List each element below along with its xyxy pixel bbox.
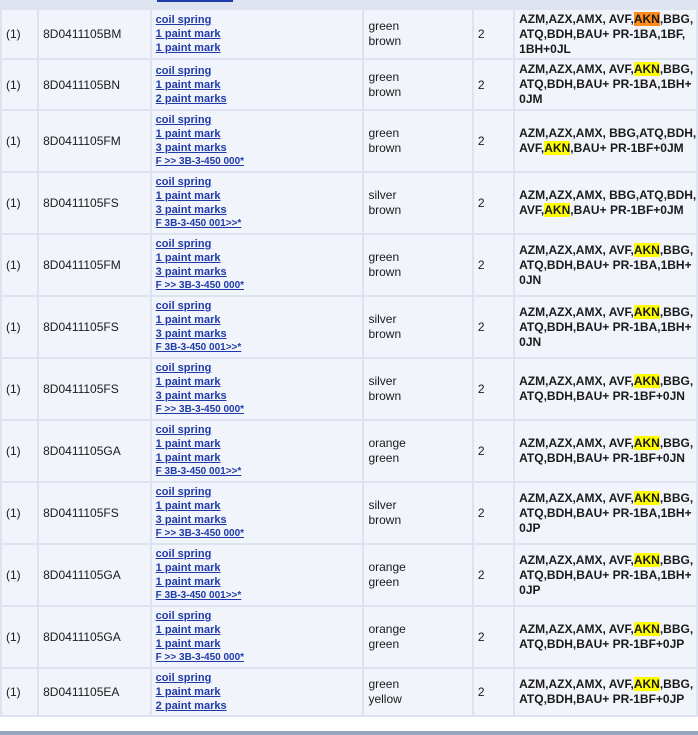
engine-codes-text: 0JP (519, 582, 541, 597)
table-row (2, 297, 696, 357)
engine-codes-line (519, 677, 694, 692)
quantity-cell: (1) (2, 297, 37, 357)
quantity-cell: (1) (2, 60, 37, 109)
quantity-cell: (1) (2, 607, 37, 667)
description-cell (152, 359, 363, 419)
quantity-cell: (1) (2, 359, 37, 419)
window-bottom-edge (0, 731, 698, 735)
part-number-cell: 8D0411105BM (39, 10, 150, 58)
engine-codes-cell (515, 297, 696, 357)
quantity-cell: (1) (2, 669, 37, 715)
part-number-cell: 8D0411105FM (39, 235, 150, 295)
paint-color-text: green (368, 575, 400, 589)
quantity-cell: (1) (2, 173, 37, 233)
chassis-range-link[interactable]: F >> 3B-3-450 000* (155, 652, 245, 663)
paint-mark-link[interactable]: 3 paint marks (155, 514, 227, 526)
count-cell: 2 (474, 297, 513, 357)
quantity-cell: (1) (2, 10, 37, 58)
paint-color-cell (364, 235, 471, 295)
search-highlight: AKN (633, 242, 660, 257)
engine-codes-text: AZM,AZX,AMX, AVF, (519, 436, 634, 450)
paint-mark-link[interactable]: 1 paint mark (155, 78, 221, 91)
part-name-link[interactable]: coil spring (155, 14, 212, 26)
part-number-cell: 8D0411105EA (39, 669, 150, 715)
paint-color-cell (364, 60, 471, 109)
part-number-cell: 8D0411105FS (39, 297, 150, 357)
paint-color-cell (364, 421, 471, 481)
engine-codes-text: ,BBG, (659, 304, 694, 319)
paint-mark-link[interactable]: 1 paint mark (155, 190, 221, 202)
engine-codes-line (519, 320, 694, 335)
paint-color-text: brown (368, 513, 402, 527)
engine-codes-text: AZM,AZX,AMX, AVF, (519, 11, 634, 26)
count-cell: 2 (474, 111, 513, 171)
part-number-cell: 8D0411105FS (39, 359, 150, 419)
engine-codes-cell (515, 545, 696, 605)
part-name-link[interactable]: coil spring (155, 176, 212, 188)
table-row (2, 10, 696, 58)
engine-codes-line (519, 491, 694, 506)
paint-mark-link[interactable]: 2 paint marks (155, 700, 227, 712)
paint-mark-link[interactable]: 3 paint marks (155, 142, 227, 154)
engine-codes-line (519, 92, 694, 107)
engine-codes-text: ATQ,BDH,BAU+ PR-1BA,1BF, (519, 26, 686, 41)
search-highlight: AKN (544, 203, 571, 217)
paint-color-text: green (368, 677, 400, 691)
engine-codes-line (519, 77, 694, 92)
paint-mark-link[interactable]: 1 paint mark (155, 42, 221, 54)
paint-color-text: yellow (368, 692, 402, 706)
search-highlight: AKN (633, 62, 660, 76)
chassis-range-link[interactable]: F >> 3B-3-450 000* (155, 404, 245, 415)
table-row (2, 483, 696, 543)
paint-color-text: green (368, 637, 400, 651)
part-name-link[interactable]: coil spring (155, 486, 212, 498)
engine-codes-line (519, 637, 694, 652)
quantity-cell: (1) (2, 235, 37, 295)
search-highlight: AKN (633, 552, 660, 567)
paint-mark-link[interactable]: 1 paint mark (155, 314, 221, 326)
paint-mark-link[interactable]: 1 paint mark (155, 252, 221, 264)
engine-codes-line (519, 436, 694, 451)
engine-codes-line (519, 622, 694, 637)
paint-color-text: brown (368, 84, 402, 99)
search-highlight: AKN (633, 490, 660, 505)
paint-color-cell (364, 173, 471, 233)
quantity-cell: (1) (2, 483, 37, 543)
engine-codes-line (519, 521, 694, 536)
paint-mark-link[interactable]: 1 paint mark (155, 376, 221, 388)
engine-codes-text: ,BBG, (659, 677, 694, 691)
engine-codes-text: ATQ,BDH,BAU+ PR-1BF+0JP (519, 692, 685, 706)
part-number-cell: 8D0411105FS (39, 173, 150, 233)
chassis-range-link[interactable]: F >> 3B-3-450 000* (155, 156, 245, 167)
description-cell (152, 607, 363, 667)
engine-codes-text: ,BAU+ PR-1BF+0JM (570, 203, 684, 217)
paint-mark-link[interactable]: 1 paint mark (155, 562, 221, 574)
paint-color-text: silver (368, 312, 397, 326)
table-row (2, 421, 696, 481)
description-cell (152, 545, 363, 605)
engine-codes-text: ATQ,BDH,BAU+ PR-1BA,1BH+ (519, 257, 692, 272)
engine-codes-line (519, 188, 694, 203)
paint-mark-link[interactable]: 1 paint mark (155, 28, 221, 40)
engine-codes-text: ,BBG, (659, 622, 694, 636)
paint-color-text: brown (368, 34, 402, 48)
part-name-link[interactable]: coil spring (155, 64, 212, 77)
engine-codes-line (519, 451, 694, 466)
engine-codes-text: AVF, (519, 141, 545, 155)
paint-color-cell (364, 545, 471, 605)
engine-codes-text: ATQ,BDH,BAU+ PR-1BA,1BH+ (519, 319, 692, 334)
quantity-cell: (1) (2, 545, 37, 605)
previous-row-link-underline (157, 0, 233, 2)
engine-codes-text: ,BAU+ PR-1BF+0JM (570, 141, 684, 155)
table-row (2, 173, 696, 233)
engine-codes-line (519, 126, 694, 141)
paint-color-text: silver (368, 374, 397, 388)
engine-codes-text: AZM,AZX,AMX, AVF, (519, 677, 634, 691)
chassis-range-link[interactable]: F 3B-3-450 001>>* (155, 218, 242, 229)
chassis-range-link[interactable]: F 3B-3-450 001>>* (155, 466, 242, 477)
engine-codes-text: AZM,AZX,AMX, AVF, (519, 374, 634, 388)
paint-mark-link[interactable]: 2 paint marks (155, 92, 227, 105)
engine-codes-text: AVF, (519, 203, 545, 217)
engine-codes-text: AZM,AZX,AMX, AVF, (519, 622, 634, 636)
engine-codes-line (519, 389, 694, 404)
paint-mark-link[interactable]: 3 paint marks (155, 328, 227, 340)
part-name-link[interactable]: coil spring (155, 114, 212, 126)
engine-codes-text: 0JP (519, 520, 541, 535)
paint-color-text: orange (368, 622, 406, 636)
engine-codes-text: AZM,AZX,AMX, AVF, (519, 490, 634, 505)
engine-codes-cell (515, 669, 696, 715)
count-cell: 2 (474, 235, 513, 295)
paint-mark-link[interactable]: 1 paint mark (155, 500, 221, 512)
previous-row-edge (0, 0, 698, 8)
table-row (2, 60, 696, 109)
engine-codes-line (519, 12, 694, 27)
paint-color-cell (364, 483, 471, 543)
part-number-cell: 8D0411105BN (39, 60, 150, 109)
chassis-range-link[interactable]: F 3B-3-450 001>>* (155, 590, 242, 601)
engine-codes-line (519, 374, 694, 389)
engine-codes-line (519, 42, 694, 57)
count-cell: 2 (474, 359, 513, 419)
part-name-link[interactable]: coil spring (155, 300, 212, 312)
table-row (2, 669, 696, 715)
part-name-link[interactable]: coil spring (155, 548, 212, 560)
engine-codes-text: 0JM (519, 92, 543, 106)
engine-codes-line (519, 335, 694, 350)
paint-mark-link[interactable]: 1 paint mark (155, 624, 221, 636)
paint-color-text: green (368, 250, 400, 264)
engine-codes-text: ATQ,BDH,BAU+ PR-1BA,1BH+ (519, 77, 692, 91)
engine-codes-text: AZM,AZX,AMX, AVF, (519, 242, 634, 257)
search-highlight: AKN (633, 304, 660, 319)
engine-codes-text: ATQ,BDH,BAU+ PR-1BF+0JN (519, 389, 685, 403)
engine-codes-line (519, 506, 694, 521)
paint-color-text: green (368, 126, 400, 140)
count-cell: 2 (474, 173, 513, 233)
engine-codes-cell (515, 359, 696, 419)
engine-codes-text: 0JN (519, 272, 542, 287)
count-cell: 2 (474, 483, 513, 543)
engine-codes-text: ATQ,BDH,BAU+ PR-1BA,1BH+ (519, 567, 692, 582)
description-cell (152, 669, 363, 715)
search-highlight: AKN (633, 622, 660, 636)
description-cell (152, 421, 363, 481)
paint-color-cell (364, 10, 471, 58)
table-row (2, 111, 696, 171)
part-name-link[interactable]: coil spring (155, 610, 212, 622)
engine-codes-line (519, 203, 694, 218)
search-highlight: AKN (544, 141, 571, 155)
engine-codes-cell (515, 607, 696, 667)
description-cell (152, 10, 363, 58)
paint-color-text: green (368, 69, 400, 84)
quantity-cell: (1) (2, 111, 37, 171)
search-highlight: AKN (633, 374, 660, 388)
part-number-cell: 8D0411105FM (39, 111, 150, 171)
engine-codes-text: ,BBG, (659, 490, 694, 505)
description-cell (152, 297, 363, 357)
part-number-cell: 8D0411105GA (39, 545, 150, 605)
engine-codes-line (519, 568, 694, 583)
engine-codes-text: ,BBG, (659, 552, 694, 567)
description-cell (152, 60, 363, 109)
paint-mark-link[interactable]: 3 paint marks (155, 390, 227, 402)
part-name-link[interactable]: coil spring (155, 362, 212, 374)
engine-codes-line (519, 243, 694, 258)
paint-mark-link[interactable]: 1 paint mark (155, 452, 221, 464)
engine-codes-text: ,BBG, (659, 62, 694, 76)
engine-codes-text: AZM,AZX,AMX, BBG,ATQ,BDH, (519, 188, 696, 202)
chassis-range-link[interactable]: F >> 3B-3-450 000* (155, 280, 245, 291)
table-row (2, 359, 696, 419)
part-name-link[interactable]: coil spring (155, 424, 212, 436)
paint-mark-link[interactable]: 1 paint mark (155, 686, 221, 698)
engine-codes-text: AZM,AZX,AMX, AVF, (519, 552, 634, 567)
part-name-link[interactable]: coil spring (155, 672, 212, 684)
engine-codes-text: AZM,AZX,AMX, AVF, (519, 62, 634, 76)
search-highlight: AKN (633, 436, 660, 450)
part-number-cell: 8D0411105GA (39, 421, 150, 481)
part-number-cell: 8D0411105GA (39, 607, 150, 667)
paint-color-text: brown (368, 265, 402, 279)
paint-color-cell (364, 359, 471, 419)
table-row (2, 607, 696, 667)
count-cell: 2 (474, 607, 513, 667)
engine-codes-cell (515, 173, 696, 233)
description-cell (152, 483, 363, 543)
count-cell: 2 (474, 669, 513, 715)
engine-codes-text: ATQ,BDH,BAU+ PR-1BA,1BH+ (519, 505, 692, 520)
paint-mark-link[interactable]: 1 paint mark (155, 576, 221, 588)
description-cell (152, 173, 363, 233)
engine-codes-cell (515, 235, 696, 295)
paint-color-text: orange (368, 560, 406, 574)
paint-color-cell (364, 607, 471, 667)
engine-codes-line (519, 305, 694, 320)
paint-color-text: green (368, 19, 400, 33)
paint-color-text: green (368, 451, 400, 465)
parts-table (0, 8, 698, 717)
paint-color-text: brown (368, 389, 402, 403)
paint-color-text: brown (368, 327, 402, 341)
count-cell: 2 (474, 10, 513, 58)
engine-codes-line (519, 692, 694, 707)
part-name-link[interactable]: coil spring (155, 238, 212, 250)
table-row (2, 545, 696, 605)
engine-codes-cell (515, 60, 696, 109)
search-highlight: AKN (633, 11, 660, 26)
part-number-cell: 8D0411105FS (39, 483, 150, 543)
engine-codes-text: ATQ,BDH,BAU+ PR-1BF+0JP (519, 637, 685, 651)
engine-codes-text: AZM,AZX,AMX, BBG,ATQ,BDH, (519, 126, 696, 140)
engine-codes-text: ,BBG, (659, 374, 694, 388)
engine-codes-cell (515, 483, 696, 543)
paint-color-cell (364, 297, 471, 357)
chassis-range-link[interactable]: F 3B-3-450 001>>* (155, 342, 242, 353)
description-cell (152, 235, 363, 295)
engine-codes-line (519, 553, 694, 568)
engine-codes-line (519, 62, 694, 77)
paint-mark-link[interactable]: 3 paint marks (155, 204, 227, 216)
engine-codes-text: ,BBG, (659, 242, 694, 257)
engine-codes-line (519, 141, 694, 156)
engine-codes-text: 0JN (519, 334, 542, 349)
table-row (2, 235, 696, 295)
paint-color-text: silver (368, 498, 397, 512)
paint-color-text: brown (368, 141, 402, 155)
description-cell (152, 111, 363, 171)
paint-mark-link[interactable]: 1 paint mark (155, 438, 221, 450)
search-highlight: AKN (633, 677, 660, 691)
engine-codes-text: ATQ,BDH,BAU+ PR-1BF+0JN (519, 451, 685, 465)
paint-mark-link[interactable]: 1 paint mark (155, 638, 221, 650)
count-cell: 2 (474, 545, 513, 605)
count-cell: 2 (474, 60, 513, 109)
engine-codes-text: AZM,AZX,AMX, AVF, (519, 304, 634, 319)
paint-color-cell (364, 111, 471, 171)
engine-codes-line (519, 27, 694, 42)
engine-codes-text: 1BH+0JL (519, 41, 571, 56)
engine-codes-text: ,BBG, (659, 11, 694, 26)
engine-codes-cell (515, 10, 696, 58)
quantity-cell: (1) (2, 421, 37, 481)
paint-color-cell (364, 669, 471, 715)
paint-color-text: silver (368, 188, 397, 202)
count-cell: 2 (474, 421, 513, 481)
engine-codes-line (519, 273, 694, 288)
paint-mark-link[interactable]: 1 paint mark (155, 128, 221, 140)
paint-color-text: brown (368, 203, 402, 217)
engine-codes-line (519, 258, 694, 273)
chassis-range-link[interactable]: F >> 3B-3-450 000* (155, 528, 245, 539)
engine-codes-text: ,BBG, (659, 436, 694, 450)
paint-mark-link[interactable]: 3 paint marks (155, 266, 227, 278)
engine-codes-cell (515, 421, 696, 481)
engine-codes-line (519, 583, 694, 598)
engine-codes-cell (515, 111, 696, 171)
paint-color-text: orange (368, 436, 406, 450)
